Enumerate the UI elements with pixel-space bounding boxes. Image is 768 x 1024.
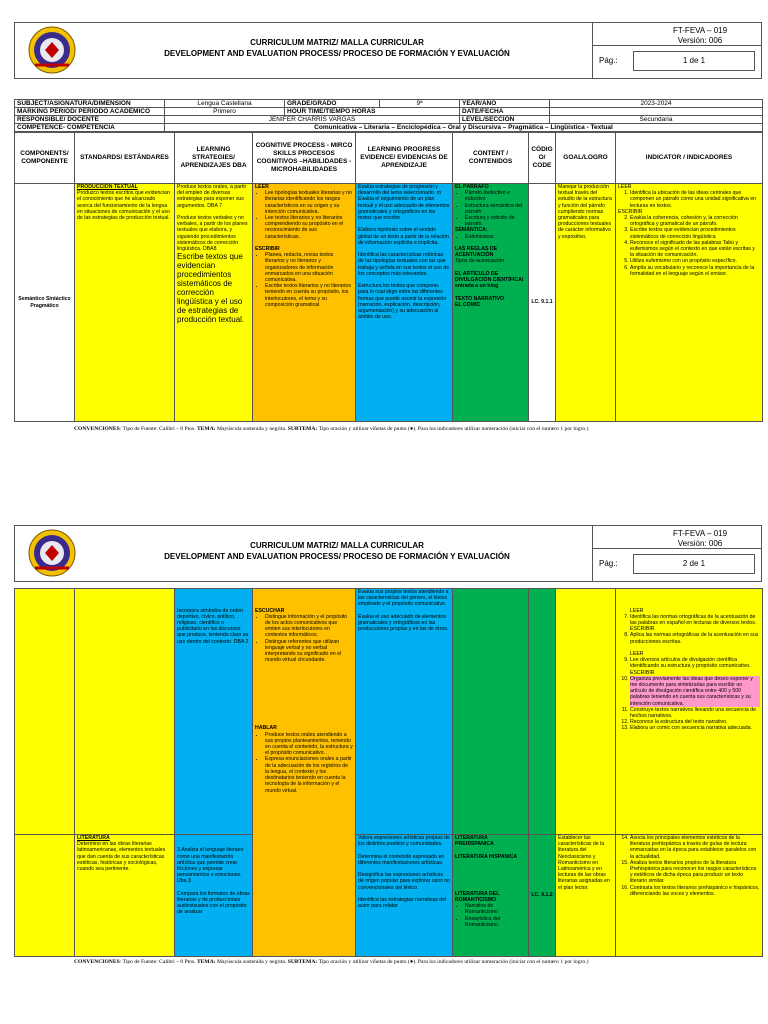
col-strategies: LEARNING STRATEGIES/ APRENDIZAJES DBA — [175, 133, 253, 184]
list-item: • Distingue información y el propósito de los actos comunicativos que emiten sus interlocutores en contextos informáticos. — [265, 614, 353, 639]
dba-text: Produce textos verbales y no verbales, a partir de los planes textuales que elabora, y siguiendo procedimientos sistemáticos de corrección lingüística. DBA8 — [177, 215, 248, 253]
list-item: 15. Analiza textos literarios propios de la literatura Prehispánica para reconocer los rasgos característicos y estéticos de dicha época para producir un texto literario similar. — [630, 860, 760, 885]
page-1 — [14, 22, 762, 432]
conventions-note — [14, 422, 762, 432]
indicators-cell — [616, 835, 763, 957]
evidence-text: Resignifica las expresiones artísticas de origen popular para explorar usos no convencionales del léxico. — [358, 872, 450, 891]
dba-text: Compara los formatos de obras literarias y de producciones audiovisuales con el propósito de analizar — [177, 890, 250, 916]
evidence-text: Evalúa estrategias de progresión y desarrollo del tema seleccionado. m Evalúa el seguimiento de un plan textual y el uso adecuado de elementos gramaticales y ortográficos en los textos que escribe — [358, 184, 450, 222]
standard-title: LITERATURA — [77, 835, 110, 841]
standard-text: Produzco textos escritos que evidencian el conocimiento que he alcanzado acerca del funcionamiento de la lengua en situaciones de comunicación y el uso de las estrategias de producción textual. — [77, 190, 170, 222]
page-label: Pág.: — [599, 56, 618, 65]
document-version: Versión: 006 — [677, 36, 723, 45]
header-title-line2: DEVELOPMENT AND EVALUATION PROCESS/ PROCESO DE FORMACIÓN Y EVALUACIÓN — [164, 49, 510, 58]
conventions-tema: TEMA: — [196, 426, 216, 432]
document-header — [14, 525, 762, 582]
list-item: 2. Evalúa la coherencia, cohesión y, la corrección ortográfica y gramatical de un párrafo. — [630, 215, 760, 227]
goal-cell: Establecer las características de la literatura del Neoclasicismo y Romanticismo en Latinoamérica y en lecturas de las obras literarias asignadas en el plan lector. — [556, 835, 616, 957]
list-item: • Narrativa de Romanticismo — [465, 903, 526, 915]
standards-cell — [75, 589, 175, 835]
table-row — [15, 589, 763, 835]
list-item: • Lee tipologías textuales literarias y no literarias identificando los rasgos característicos en su origen y su intención comunicativa. — [265, 190, 353, 215]
conventions-tema: TEMA: — [196, 959, 216, 965]
subject-value: Lengua Castellana — [165, 100, 285, 108]
evidence-cell — [356, 835, 453, 957]
content-heading: LITERATURA PREHISPANICA — [455, 835, 494, 848]
list-item: 8. Aplica las normas ortográficas de la acentuación en sus producciones escritas. — [630, 632, 760, 644]
page-label: Pág.: — [599, 559, 618, 568]
info-table — [14, 99, 763, 132]
conventions-subtema: SUBTEMA: — [287, 959, 318, 965]
page-2 — [14, 525, 762, 965]
list-item: 6. Amplía su vocabulario y reconoce la importancia de la formalidad en el lenguaje según el emisor. — [630, 265, 760, 277]
code-cell — [529, 589, 556, 835]
conventions-text: Tipo oración y utilizar viñetas de punto (●). Para los indicadores utilizar numeración (iniciar con el numero 1 por logro.) — [318, 959, 589, 965]
code-cell: LC. 9.1.2 — [529, 835, 556, 957]
component-cell: Semántico Sintáctico Pragmático — [15, 184, 75, 422]
header-title-line2: DEVELOPMENT AND EVALUATION PROCESS/ PROCESO DE FORMACIÓN Y EVALUACIÓN — [164, 552, 510, 561]
document-code-box — [592, 23, 761, 78]
conventions-text: Mayúscula sostenida y negrita. — [217, 426, 287, 432]
document-code: FT-FEVA – 019 — [672, 26, 728, 35]
year-label: YEAR/AÑO — [460, 100, 550, 108]
table-row — [15, 184, 763, 422]
list-item: • Eufemismos — [465, 234, 526, 240]
strategies-cell — [175, 184, 253, 422]
evidence-cell — [356, 184, 453, 422]
list-item: • Expresa enunciaciones orales a partir de la adecuación de los registros de la lengua, el contexto y los destinatarios teniendo en cuenta la tecnología de la información y el mundo virtual. — [265, 756, 353, 793]
code-version — [645, 26, 755, 46]
page-number: 2 de 1 — [633, 554, 755, 574]
document-version: Versión: 006 — [677, 539, 723, 548]
evidence-text: Identifica las estrategias narrativas del autor para relatar — [358, 897, 447, 910]
conventions-text: : Tipo de Fuente: Calibri – 8 Ptos. — [119, 426, 196, 432]
document-header — [14, 22, 762, 79]
list-item: • Escritura y edición de párrafo. — [465, 215, 526, 227]
conventions-text: : Tipo de Fuente: Calibri – 8 Ptos. — [119, 959, 196, 965]
list-item: 5. Utiliza eufemismo con un propósito específico. — [630, 258, 760, 264]
grade-value: 9ª — [380, 100, 460, 108]
cognitive-cell — [253, 589, 356, 957]
indicator-heading: LEER — [630, 607, 644, 614]
list-item: • Ensayística del Romanticismo — [465, 916, 526, 928]
document-code-box — [592, 526, 761, 581]
competence-value: Comunicativa – Literaria – Enciclopédica – Oral y Discursiva – Pragmática – Lingüística - Textual — [165, 124, 763, 132]
strategies-cell — [175, 589, 253, 835]
content-heading: SEMÁNTICA: — [455, 227, 488, 234]
list-item: 4. Reconoce el significado de las palabras Tabú y eufemismos según el contexto en que están escritas y la situación de comunicación. — [630, 240, 760, 259]
standards-cell — [75, 835, 175, 957]
component-cell — [15, 589, 75, 835]
responsible-label: RESPONSIBLE/ DOCENTE — [15, 116, 165, 124]
list-item: 16. Contrasta los textos literarios prehispánico e hispánicos, diferenciando las voces y elementos. — [630, 885, 760, 897]
skill-heading: ESCUCHAR — [255, 607, 285, 614]
col-indicators: INDICATOR / INDICADORES — [616, 133, 763, 184]
conventions-label: CONVENCIONES — [74, 426, 120, 432]
skill-heading: LEER — [255, 184, 269, 190]
content-heading: TEXTO NARRATIVO — [455, 295, 505, 302]
component-cell — [15, 835, 75, 957]
goal-cell: Manejar la producción textual través del estudio de la estructura y función del párrafo cumpliendo normas gramaticales para producciones textuales de carácter informativo y expositivo. — [556, 184, 616, 422]
list-item: 1. Identifica la ubicación de las ideas centrales que componen un párrafo como una unidad significativa en lecturas en textos. — [630, 190, 760, 209]
evidence-text: Identifica las características retóricas de las tipologías textuales con las que trabaja y señala en sus textos el uso de los conceptos más relevantes. — [358, 252, 450, 277]
header-title-line1: CURRICULUM MATRIZ/ MALLA CURRICULAR — [250, 541, 424, 550]
indicator-heading: ESCRIBIR — [630, 669, 655, 676]
list-item: 3. Escribe textos que evidencian procedimientos sistemáticos de corrección lingüística — [630, 227, 760, 239]
school-crest-icon — [27, 25, 77, 75]
list-item: • Escribe textos literarios y no literarios teniendo en cuenta su propósito, los interlocutores, el tema y su composición gramatical. — [265, 283, 353, 308]
subject-label: SUBJECT/ASIGNATURA/DIMENSIÓN — [15, 100, 165, 108]
year-value: 2023-2024 — [550, 100, 763, 108]
indicator-heading: LEER — [618, 184, 632, 190]
cognitive-cell — [253, 184, 356, 422]
list-item: 14. Asocia los principales elementos estéticos de la literatura prehispánica a través de guías de lectura enmarcadas en la época para establecer paralelos con la actualidad. — [630, 835, 760, 860]
col-code: CÓDIG O/ CODE — [529, 133, 556, 184]
hours-label: HOUR TIME/TIEMPO HORAS — [285, 108, 460, 116]
list-item: 12. Reconoce la estructura del texto narrativo. — [630, 719, 760, 725]
dba-text: Incorpora símbolos de orden deportivo, cívico, político, religioso, científico o publicitario en los discursos que produce, teniendo claro su uso dentro del contexto. DBA 2 — [177, 607, 249, 645]
conventions-subtema: SUBTEMA: — [287, 426, 318, 432]
list-item: 9. Lee diversos artículos de divulgación científica identificando su estructura y propósito comunicativo. — [630, 657, 760, 669]
level-label: LEVEL/SECCIÓN — [460, 116, 550, 124]
col-content: CONTENT / CONTENIDOS — [453, 133, 529, 184]
dba-text: 3.Analiza el lenguaje literario como una manifestación artística que permite crear ficciones y expresar pensamientos o emociones. Dba 3 — [177, 847, 244, 885]
list-item: • Párrafo deductivo e inductivo — [465, 190, 526, 202]
content-cell — [453, 589, 529, 835]
col-evidence: LEARNING PROGRESS EVIDENCE/ EVIDENCIAS DE APRENDIZAJE — [356, 133, 453, 184]
content-heading: LITERATURA DEL ROMANTICISMO — [455, 890, 500, 904]
date-value — [550, 108, 763, 116]
content-heading: EL ARTÍCULO DE DIVULGACIÓN CIENTÍFICA/ entrada a un blog — [455, 270, 524, 290]
document-code: FT-FEVA – 019 — [672, 529, 728, 538]
header-title — [85, 540, 589, 562]
list-item: 10. Organiza previamente las ideas que deseo exponer y me documento para sintetizarlas para escribir un artículo de divulgación científica entre 400 y 500 palabras teniendo en cuenta sus características y su intención comunicativa. — [630, 676, 760, 707]
list-item: • Estructura semántica del párrafo — [465, 203, 526, 215]
header-title — [85, 37, 589, 59]
indicators-cell — [616, 589, 763, 835]
conventions-label: CONVENCIONES — [74, 959, 120, 965]
column-headers — [15, 133, 763, 184]
standards-cell — [75, 184, 175, 422]
evidence-text: Evalúa sus propios textos atendiendo a las características del género, el léxico empleado y el propósito comunicativo. — [358, 589, 449, 608]
indicator-heading: ESCRIBIR — [618, 208, 643, 215]
header-title-line1: CURRICULUM MATRIZ/ MALLA CURRICULAR — [250, 38, 424, 47]
col-cognitive: COGNITIVE PROCESS - MIRCO SKILLS PROCESOS COGNITIVOS –HABILIDADES - MICROHABILIDADES — [253, 133, 356, 184]
list-item: 11. Construye textos narrativos llevando una secuencia de hechos narrativos. — [630, 707, 760, 719]
list-item: 13. Elabora un comic con secuencia narrativa adecuada. — [630, 725, 760, 731]
code-version — [645, 529, 755, 549]
content-cell — [453, 835, 529, 957]
standard-title: PRODUCCIÓN TEXTUAL — [77, 184, 138, 190]
code-cell: LC. 9.1.1 — [529, 184, 556, 422]
curriculum-table — [14, 132, 763, 422]
content-heading: EL COMIC — [455, 301, 481, 308]
skill-heading: HABLAR — [255, 725, 277, 732]
page-number: 1 de 1 — [633, 51, 755, 71]
indicators-cell — [616, 184, 763, 422]
list-item: • Lee textos literarios y no literarios comprendiendo su propósito en el reconocimiento de sus características. — [265, 215, 353, 240]
content-cell — [453, 184, 529, 422]
dba-text: Produce textos orales, a partir del empleo de diversas estrategias para exponer sus argumentos. DBA 7 — [177, 184, 247, 209]
responsible-value: JENIFER CHARRIS VARGAS — [165, 116, 460, 124]
indicator-heading: LEER — [630, 651, 644, 658]
col-standards: STANDARDS/ ESTÁNDARES — [75, 133, 175, 184]
school-crest-icon — [27, 528, 77, 578]
evidence-text: Valora expresiones artísticas propias de los distintos pueblos y comunidades. — [358, 835, 450, 848]
skill-heading: ESCRIBIR — [255, 246, 280, 253]
list-item: 7. Identifica las normas ortográficas de la acentuación de las palabras en español en lecturas de diversos textos. — [630, 614, 760, 626]
evidence-text: Elabora hipótesis sobre el sentido global de un texto a partir de la relación de información explícita e implícita. — [358, 227, 449, 246]
table-row — [15, 835, 763, 957]
content-heading: EL PÁRRAFO — [455, 184, 489, 190]
competence-label: COMPETENCE- COMPETENCIA — [15, 124, 165, 132]
period-value: Primero — [165, 108, 285, 116]
strategies-cell — [175, 835, 253, 957]
evidence-text: Estructura los textos que compone, para lo cual elige entre las diferentes formas que puede asumir la expresión (narración, explicación, descripción, argumentación) y su adecuación al ámbito de uso. — [358, 283, 447, 321]
conventions-text: Mayúscula sostenida y negrita. — [217, 959, 287, 965]
dba-text: Escribe textos que evidencian procedimientos sistemáticos de corrección lingüística y el uso de estrategias de producción textual. — [177, 252, 245, 325]
evidence-text: Evalúa el uso adecuado de elementos gramaticales y ortográficos en las producciones propias y en las de otros. — [358, 613, 449, 633]
grade-label: GRADE/GRADO — [285, 100, 380, 108]
col-component: COMPONENTS/ COMPONENTE — [15, 133, 75, 184]
indicator-heading: ESCRIBIR — [630, 626, 655, 633]
list-item: • Distingue referentes que utilizan lenguaje verbal y no verbal interpretando su significado en el mundo virtual circundante. — [265, 639, 353, 664]
evidence-text: Determina el contenido expresado en diferentes manifestaciones artísticas. — [358, 853, 445, 866]
standard-text: Determino en las obras literarias latinoamericanas, elementos textuales que dan cuenta de sus características estéticas, históricas y sociológicas, cuando sea pertinente. — [77, 841, 166, 873]
content-text: Tipos de acentuación — [455, 258, 505, 265]
period-label: MARKING PERIOD/ PERÍODO ACADÉMICO — [15, 108, 165, 116]
curriculum-table — [14, 588, 763, 957]
date-label: DATE/FECHA — [460, 108, 550, 116]
evidence-cell — [356, 589, 453, 835]
level-value: Secundaria — [550, 116, 763, 124]
conventions-text: Tipo oración y utilizar viñetas de punto (●). Para los indicadores utilizar numeración (iniciar con el numero 1 por logro.) — [318, 426, 589, 432]
conventions-note — [14, 957, 762, 965]
list-item: • Produce textos orales atendiendo a sus propios planteamientos, teniendo en cuenta el contenido, la estructura y el propósito comunicativo. — [265, 732, 353, 757]
list-item: • Planea, redacta, revisa textos literarios y no literarios y organizadores de información enmarcados en una situación comunicativa. — [265, 252, 353, 283]
content-heading: LAS REGLAS DE ACENTUACIÓN — [455, 246, 498, 259]
goal-cell — [556, 589, 616, 835]
content-heading: LITERATURA HISPANICA — [455, 853, 518, 860]
col-goal: GOAL/LOGRO — [556, 133, 616, 184]
